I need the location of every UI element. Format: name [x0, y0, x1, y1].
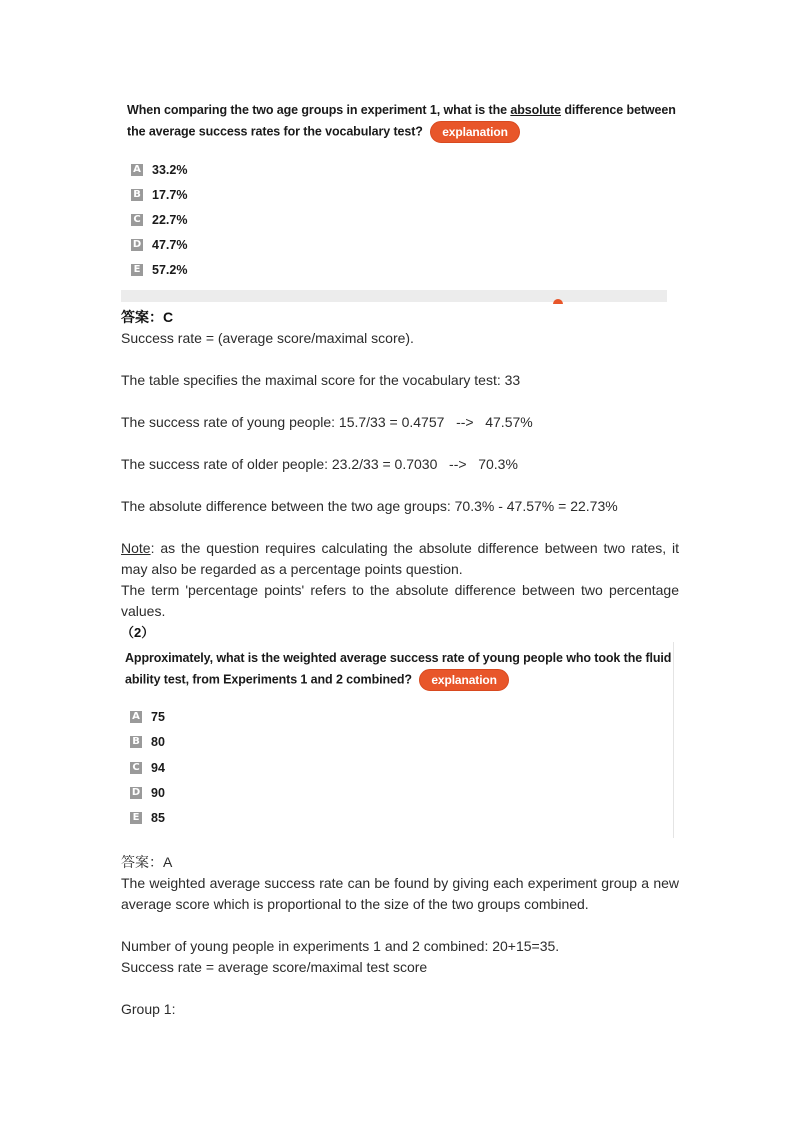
question-1-prefix: When comparing the two age groups in experiment 1, what is the [127, 103, 511, 117]
option-text: 47.7% [152, 238, 188, 252]
option-letter-icon: E [130, 812, 142, 824]
note-label: Note [121, 540, 151, 556]
answer-1-p1: Success rate = (average score/maximal score). [121, 330, 414, 346]
answer-2-p4: Group 1: [121, 1001, 176, 1017]
explanation-button-q2[interactable]: explanation [419, 669, 509, 691]
option-letter-icon: A [131, 164, 143, 176]
option-text: 94 [151, 761, 165, 775]
question-1-mid: difference between [560, 103, 676, 117]
question-2-line2: ability test, from Experiments 1 and 2 combined? [125, 672, 412, 687]
question-1-line2: the average success rates for the vocabulary test? [127, 124, 423, 139]
option-letter-icon: C [131, 214, 143, 226]
option-letter-icon: D [131, 787, 141, 798]
question-2-line1: Approximately, what is the weighted average success rate of young people who took the fluid [125, 651, 672, 665]
option-text: 22.7% [152, 213, 188, 227]
orange-dot-icon [553, 299, 563, 304]
option-letter-icon: D [132, 239, 142, 250]
question-2-card [118, 642, 674, 838]
option-text: 57.2% [152, 263, 188, 277]
answer-1-note [121, 538, 679, 580]
answer-2-p3: Success rate = average score/maximal test score [121, 959, 428, 975]
footer-divider-strip [121, 290, 667, 302]
answer-2-p2: Number of young people in experiments 1 and 2 combined: 20+15=35. [121, 938, 560, 954]
answer-1-p4: The success rate of older people: 23.2/33 = 0.7030 --> 70.3% [121, 456, 518, 472]
answer-1-p6: The term 'percentage points' refers to the absolute difference between two percentage values. [121, 582, 679, 619]
option-letter-icon: B [130, 736, 142, 748]
question-2-text [125, 648, 671, 691]
option-text: 85 [151, 811, 165, 825]
option-text: 33.2% [152, 163, 188, 177]
question-2-number: （2） [121, 625, 155, 640]
answer-2-p1: The weighted average success rate can be found by giving each experiment group a new average score which is proportional to the size of the two groups combined. [121, 875, 679, 912]
option-letter-icon: A [130, 711, 142, 723]
answer-1-p3: The success rate of young people: 15.7/33 = 0.4757 --> 47.57% [121, 414, 533, 430]
option-text: 75 [151, 710, 165, 724]
option-text: 80 [151, 735, 165, 749]
explanation-button-q1[interactable]: explanation [430, 121, 520, 143]
option-text: 90 [151, 786, 165, 800]
answer-2-label: 答案：A [121, 854, 173, 870]
question-1-underlined: absolute [510, 103, 561, 117]
note-rest: : as the question requires calculating the absolute difference between two rates, it may also be regarded as a percentage points question. [121, 540, 679, 577]
answer-1-label: 答案：C [121, 309, 174, 325]
option-letter-icon: C [130, 762, 142, 774]
answer-1-p5: The absolute difference between the two age groups: 70.3% - 47.57% = 22.73% [121, 498, 618, 514]
question-1-text [127, 100, 676, 143]
option-letter-icon: E [131, 264, 143, 276]
answer-1-p2: The table specifies the maximal score for the vocabulary test: 33 [121, 372, 521, 388]
question-1-card [121, 92, 676, 302]
option-text: 17.7% [152, 188, 188, 202]
card-right-border [673, 642, 674, 838]
option-letter-icon: B [131, 189, 143, 201]
